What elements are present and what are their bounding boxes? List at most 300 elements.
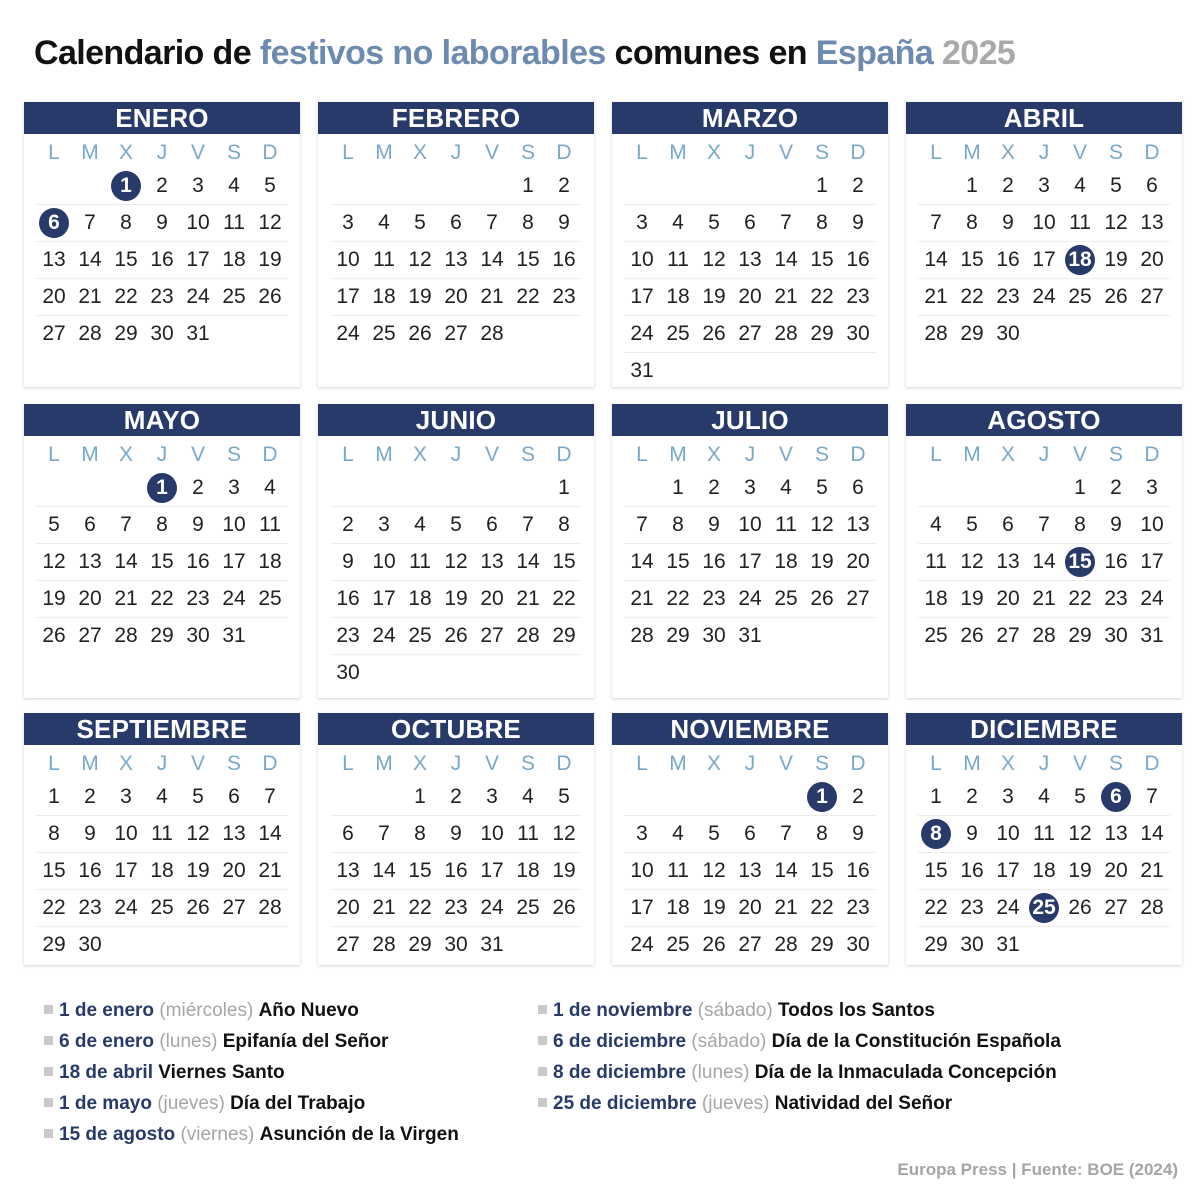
weekday-label: S bbox=[814, 752, 829, 775]
day-number: 21 bbox=[480, 285, 504, 308]
week-row bbox=[36, 470, 288, 507]
day-cell bbox=[840, 779, 876, 816]
weekday-label: S bbox=[814, 141, 829, 164]
month-card-diciembre bbox=[906, 713, 1182, 965]
day-cell bbox=[546, 581, 582, 618]
day-cell bbox=[366, 544, 402, 581]
week-row bbox=[918, 242, 1170, 279]
day-cell bbox=[990, 927, 1026, 964]
day-cell bbox=[438, 242, 474, 279]
day-number: 24 bbox=[630, 322, 654, 345]
week-row bbox=[624, 168, 876, 205]
weekday-label: V bbox=[190, 443, 205, 466]
holiday-date: 15 de agosto bbox=[59, 1124, 176, 1145]
day-cell bbox=[438, 507, 474, 544]
day-number: 18 bbox=[258, 550, 282, 573]
day-cell bbox=[1134, 618, 1170, 655]
day-number: 13 bbox=[846, 513, 870, 536]
weekday-row bbox=[918, 138, 1170, 168]
day-cell bbox=[180, 507, 216, 544]
day-number: 8 bbox=[156, 513, 168, 536]
empty-cell bbox=[366, 655, 402, 692]
weekday-row bbox=[330, 749, 582, 779]
holiday-day: 1 bbox=[111, 171, 141, 201]
day-cell bbox=[438, 816, 474, 853]
day-number: 27 bbox=[1104, 896, 1128, 919]
day-cell bbox=[72, 544, 108, 581]
day-cell bbox=[990, 168, 1026, 205]
day-number: 3 bbox=[1038, 174, 1050, 197]
day-number: 5 bbox=[1110, 174, 1122, 197]
day-number: 8 bbox=[816, 211, 828, 234]
day-number: 2 bbox=[450, 785, 462, 808]
day-cell bbox=[366, 927, 402, 964]
day-cell bbox=[918, 316, 954, 353]
day-cell bbox=[180, 470, 216, 507]
day-number: 12 bbox=[960, 550, 984, 573]
week-row bbox=[918, 816, 1170, 853]
day-cell bbox=[732, 544, 768, 581]
day-cell bbox=[72, 279, 108, 316]
day-number: 21 bbox=[516, 587, 540, 610]
day-cell bbox=[108, 279, 144, 316]
day-cell bbox=[732, 927, 768, 964]
day-cell bbox=[954, 816, 990, 853]
day-number: 13 bbox=[444, 248, 468, 271]
day-number: 8 bbox=[966, 211, 978, 234]
day-number: 25 bbox=[372, 322, 396, 345]
day-number: 15 bbox=[516, 248, 540, 271]
day-cell bbox=[510, 618, 546, 655]
weekday-label: D bbox=[262, 443, 278, 466]
day-number: 16 bbox=[702, 550, 726, 573]
legend-item bbox=[44, 1124, 459, 1155]
day-cell bbox=[1062, 242, 1098, 279]
day-number: 14 bbox=[1140, 822, 1164, 845]
empty-cell bbox=[1098, 927, 1134, 964]
day-number: 24 bbox=[738, 587, 762, 610]
holiday-name: Día de la Constitución Española bbox=[771, 1031, 1061, 1052]
day-number: 29 bbox=[666, 624, 690, 647]
holiday-weekday: (jueves) bbox=[701, 1093, 770, 1114]
day-number: 22 bbox=[408, 896, 432, 919]
day-cell bbox=[216, 581, 252, 618]
week-row bbox=[624, 353, 876, 390]
day-number: 3 bbox=[342, 211, 354, 234]
day-cell bbox=[660, 890, 696, 927]
day-cell bbox=[72, 618, 108, 655]
bullet-square-icon bbox=[44, 1036, 53, 1045]
day-cell bbox=[474, 853, 510, 890]
holiday-weekday: (sábado) bbox=[697, 1000, 773, 1021]
month-table bbox=[624, 749, 876, 963]
week-row bbox=[918, 544, 1170, 581]
day-cell bbox=[804, 316, 840, 353]
day-number: 2 bbox=[192, 476, 204, 499]
day-number: 14 bbox=[480, 248, 504, 271]
day-cell bbox=[36, 544, 72, 581]
day-number: 28 bbox=[480, 322, 504, 345]
day-number: 23 bbox=[78, 896, 102, 919]
weekday-label: X bbox=[706, 752, 721, 775]
day-cell bbox=[624, 816, 660, 853]
weekday-label: V bbox=[778, 141, 793, 164]
day-cell bbox=[36, 927, 72, 964]
empty-cell bbox=[510, 927, 546, 964]
day-cell bbox=[366, 853, 402, 890]
holiday-date: 25 de diciembre bbox=[553, 1093, 697, 1114]
day-number: 19 bbox=[258, 248, 282, 271]
day-cell bbox=[990, 779, 1026, 816]
day-cell bbox=[1134, 779, 1170, 816]
week-row bbox=[330, 279, 582, 316]
day-cell bbox=[474, 205, 510, 242]
holiday-day: 6 bbox=[1101, 782, 1131, 812]
weekday-label: X bbox=[118, 752, 133, 775]
day-number: 8 bbox=[414, 822, 426, 845]
day-cell bbox=[696, 853, 732, 890]
day-number: 23 bbox=[996, 285, 1020, 308]
day-cell bbox=[144, 205, 180, 242]
day-number: 21 bbox=[1032, 587, 1056, 610]
day-cell bbox=[546, 779, 582, 816]
day-cell bbox=[510, 779, 546, 816]
day-number: 28 bbox=[630, 624, 654, 647]
day-cell bbox=[732, 890, 768, 927]
weekday-label: V bbox=[190, 141, 205, 164]
week-row bbox=[36, 618, 288, 655]
bullet-square-icon bbox=[44, 1067, 53, 1076]
week-row bbox=[330, 927, 582, 964]
day-cell bbox=[252, 205, 288, 242]
weekday-label: J bbox=[744, 141, 756, 164]
day-number: 5 bbox=[1074, 785, 1086, 808]
day-cell bbox=[918, 618, 954, 655]
day-cell bbox=[144, 316, 180, 353]
day-number: 2 bbox=[708, 476, 720, 499]
day-number: 26 bbox=[186, 896, 210, 919]
weekday-label: D bbox=[850, 443, 866, 466]
day-cell bbox=[1098, 853, 1134, 890]
day-cell bbox=[954, 853, 990, 890]
day-number: 8 bbox=[48, 822, 60, 845]
day-cell bbox=[1026, 618, 1062, 655]
day-cell bbox=[144, 279, 180, 316]
week-row bbox=[330, 316, 582, 353]
day-number: 4 bbox=[930, 513, 942, 536]
week-row bbox=[918, 581, 1170, 618]
day-number: 10 bbox=[480, 822, 504, 845]
empty-cell bbox=[252, 316, 288, 353]
day-cell bbox=[624, 927, 660, 964]
weekday-label: V bbox=[484, 141, 499, 164]
weekday-label: D bbox=[556, 443, 572, 466]
week-row bbox=[918, 470, 1170, 507]
week-row bbox=[918, 779, 1170, 816]
day-cell bbox=[624, 507, 660, 544]
empty-cell bbox=[1062, 316, 1098, 353]
day-cell bbox=[510, 205, 546, 242]
day-number: 4 bbox=[156, 785, 168, 808]
weekday-label: L bbox=[342, 443, 354, 466]
day-cell bbox=[804, 779, 840, 816]
day-cell bbox=[402, 581, 438, 618]
day-cell bbox=[840, 205, 876, 242]
empty-cell bbox=[1134, 927, 1170, 964]
day-number: 24 bbox=[114, 896, 138, 919]
day-number: 23 bbox=[846, 896, 870, 919]
weekday-label: D bbox=[262, 752, 278, 775]
day-number: 8 bbox=[558, 513, 570, 536]
holiday-name: Epifanía del Señor bbox=[222, 1031, 389, 1052]
day-cell bbox=[216, 205, 252, 242]
empty-cell bbox=[918, 168, 954, 205]
weekday-label: D bbox=[1144, 443, 1160, 466]
day-number: 17 bbox=[1032, 248, 1056, 271]
day-cell bbox=[696, 890, 732, 927]
week-row bbox=[624, 779, 876, 816]
weekday-label: L bbox=[636, 443, 648, 466]
weekday-label: X bbox=[1000, 443, 1015, 466]
week-row bbox=[330, 205, 582, 242]
day-cell bbox=[1098, 168, 1134, 205]
weekday-label: J bbox=[744, 443, 756, 466]
empty-cell bbox=[330, 779, 366, 816]
day-cell bbox=[252, 168, 288, 205]
day-number: 14 bbox=[516, 550, 540, 573]
day-number: 17 bbox=[372, 587, 396, 610]
day-cell bbox=[366, 242, 402, 279]
day-cell bbox=[474, 316, 510, 353]
day-cell bbox=[1134, 816, 1170, 853]
day-cell bbox=[804, 470, 840, 507]
day-cell bbox=[510, 544, 546, 581]
day-number: 16 bbox=[186, 550, 210, 573]
weekday-label: X bbox=[1000, 752, 1015, 775]
week-row bbox=[36, 890, 288, 927]
day-number: 13 bbox=[738, 859, 762, 882]
day-cell bbox=[36, 853, 72, 890]
day-number: 10 bbox=[1032, 211, 1056, 234]
day-number: 24 bbox=[630, 933, 654, 956]
day-number: 13 bbox=[78, 550, 102, 573]
day-cell bbox=[624, 853, 660, 890]
day-cell bbox=[954, 618, 990, 655]
day-cell bbox=[366, 618, 402, 655]
week-row bbox=[36, 168, 288, 205]
day-number: 13 bbox=[222, 822, 246, 845]
week-row bbox=[918, 853, 1170, 890]
day-number: 26 bbox=[258, 285, 282, 308]
day-number: 3 bbox=[1002, 785, 1014, 808]
day-number: 5 bbox=[414, 211, 426, 234]
day-cell bbox=[1026, 242, 1062, 279]
day-cell bbox=[840, 927, 876, 964]
week-row bbox=[330, 853, 582, 890]
holiday-date: 8 de diciembre bbox=[553, 1062, 687, 1083]
day-cell bbox=[72, 242, 108, 279]
day-number: 23 bbox=[702, 587, 726, 610]
day-cell bbox=[804, 507, 840, 544]
day-number: 13 bbox=[42, 248, 66, 271]
day-cell bbox=[804, 890, 840, 927]
day-cell bbox=[330, 507, 366, 544]
day-cell bbox=[1134, 279, 1170, 316]
empty-cell bbox=[330, 470, 366, 507]
day-cell bbox=[36, 316, 72, 353]
day-number: 4 bbox=[1074, 174, 1086, 197]
day-number: 17 bbox=[996, 859, 1020, 882]
day-number: 23 bbox=[960, 896, 984, 919]
month-table bbox=[330, 440, 582, 691]
week-row bbox=[330, 507, 582, 544]
bullet-square-icon bbox=[44, 1005, 53, 1014]
week-row bbox=[330, 544, 582, 581]
day-number: 2 bbox=[1110, 476, 1122, 499]
weekday-label: L bbox=[636, 752, 648, 775]
day-number: 16 bbox=[78, 859, 102, 882]
empty-cell bbox=[918, 470, 954, 507]
day-cell bbox=[36, 779, 72, 816]
day-cell bbox=[108, 890, 144, 927]
day-number: 26 bbox=[552, 896, 576, 919]
day-cell bbox=[840, 242, 876, 279]
day-cell bbox=[330, 618, 366, 655]
day-cell bbox=[732, 853, 768, 890]
day-cell bbox=[108, 242, 144, 279]
day-cell bbox=[1026, 279, 1062, 316]
day-number: 8 bbox=[120, 211, 132, 234]
empty-cell bbox=[840, 618, 876, 655]
day-number: 17 bbox=[186, 248, 210, 271]
day-cell bbox=[546, 205, 582, 242]
day-cell bbox=[1134, 853, 1170, 890]
day-cell bbox=[438, 853, 474, 890]
day-cell bbox=[546, 507, 582, 544]
day-number: 15 bbox=[408, 859, 432, 882]
weekday-label: S bbox=[520, 141, 535, 164]
weekday-row bbox=[330, 138, 582, 168]
day-number: 16 bbox=[960, 859, 984, 882]
day-cell bbox=[108, 205, 144, 242]
day-cell bbox=[768, 507, 804, 544]
day-number: 30 bbox=[444, 933, 468, 956]
day-cell bbox=[954, 205, 990, 242]
source-credit: Europa Press | Fuente: BOE (2024) bbox=[897, 1160, 1178, 1179]
day-number: 2 bbox=[852, 174, 864, 197]
day-number: 22 bbox=[924, 896, 948, 919]
day-number: 10 bbox=[996, 822, 1020, 845]
day-cell bbox=[402, 816, 438, 853]
day-number: 11 bbox=[223, 211, 245, 234]
day-cell bbox=[402, 618, 438, 655]
day-number: 30 bbox=[336, 661, 360, 684]
day-cell bbox=[330, 581, 366, 618]
day-number: 26 bbox=[408, 322, 432, 345]
day-cell bbox=[804, 816, 840, 853]
day-cell bbox=[216, 242, 252, 279]
week-row bbox=[624, 544, 876, 581]
weekday-label: M bbox=[963, 141, 981, 164]
day-cell bbox=[108, 507, 144, 544]
week-row bbox=[624, 279, 876, 316]
day-number: 31 bbox=[738, 624, 762, 647]
day-number: 31 bbox=[186, 322, 210, 345]
day-number: 1 bbox=[930, 785, 942, 808]
day-cell bbox=[108, 316, 144, 353]
day-cell bbox=[768, 242, 804, 279]
day-number: 12 bbox=[702, 248, 726, 271]
day-cell bbox=[180, 779, 216, 816]
day-cell bbox=[696, 242, 732, 279]
day-number: 17 bbox=[1140, 550, 1164, 573]
day-cell bbox=[840, 279, 876, 316]
day-cell bbox=[510, 890, 546, 927]
day-cell bbox=[180, 544, 216, 581]
empty-cell bbox=[366, 779, 402, 816]
weekday-label: L bbox=[48, 752, 60, 775]
holiday-weekday: (lunes) bbox=[691, 1062, 750, 1083]
week-row bbox=[624, 507, 876, 544]
weekday-label: M bbox=[669, 141, 687, 164]
day-cell bbox=[660, 242, 696, 279]
day-cell bbox=[1062, 168, 1098, 205]
week-row bbox=[918, 205, 1170, 242]
day-number: 11 bbox=[1033, 822, 1055, 845]
day-number: 26 bbox=[960, 624, 984, 647]
week-row bbox=[624, 853, 876, 890]
month-card-septiembre bbox=[24, 713, 300, 965]
week-row bbox=[330, 168, 582, 205]
empty-cell bbox=[402, 655, 438, 692]
day-number: 27 bbox=[738, 933, 762, 956]
day-number: 12 bbox=[42, 550, 66, 573]
day-number: 7 bbox=[780, 211, 792, 234]
day-number: 5 bbox=[450, 513, 462, 536]
day-number: 19 bbox=[186, 859, 210, 882]
month-name: AGOSTO bbox=[906, 404, 1182, 436]
day-number: 14 bbox=[630, 550, 654, 573]
weekday-label: X bbox=[412, 141, 427, 164]
day-number: 16 bbox=[846, 248, 870, 271]
holiday-weekday: (jueves) bbox=[157, 1093, 225, 1114]
holiday-weekday: (viernes) bbox=[180, 1124, 255, 1145]
day-number: 23 bbox=[336, 624, 360, 647]
title-year: 2025 bbox=[941, 34, 1016, 72]
day-number: 9 bbox=[342, 550, 354, 573]
day-number: 29 bbox=[810, 933, 834, 956]
day-number: 10 bbox=[630, 248, 654, 271]
day-number: 29 bbox=[42, 933, 66, 956]
weekday-row bbox=[624, 749, 876, 779]
day-cell bbox=[474, 544, 510, 581]
day-number: 6 bbox=[744, 211, 756, 234]
day-number: 30 bbox=[702, 624, 726, 647]
weekday-label: X bbox=[706, 443, 721, 466]
week-row bbox=[624, 927, 876, 964]
day-number: 6 bbox=[228, 785, 240, 808]
month-card-agosto bbox=[906, 404, 1182, 698]
week-row bbox=[330, 816, 582, 853]
day-number: 28 bbox=[78, 322, 102, 345]
day-cell bbox=[72, 927, 108, 964]
day-number: 29 bbox=[114, 322, 138, 345]
day-cell bbox=[1026, 581, 1062, 618]
day-cell bbox=[1098, 581, 1134, 618]
day-cell bbox=[624, 581, 660, 618]
day-number: 9 bbox=[852, 822, 864, 845]
day-cell bbox=[918, 779, 954, 816]
